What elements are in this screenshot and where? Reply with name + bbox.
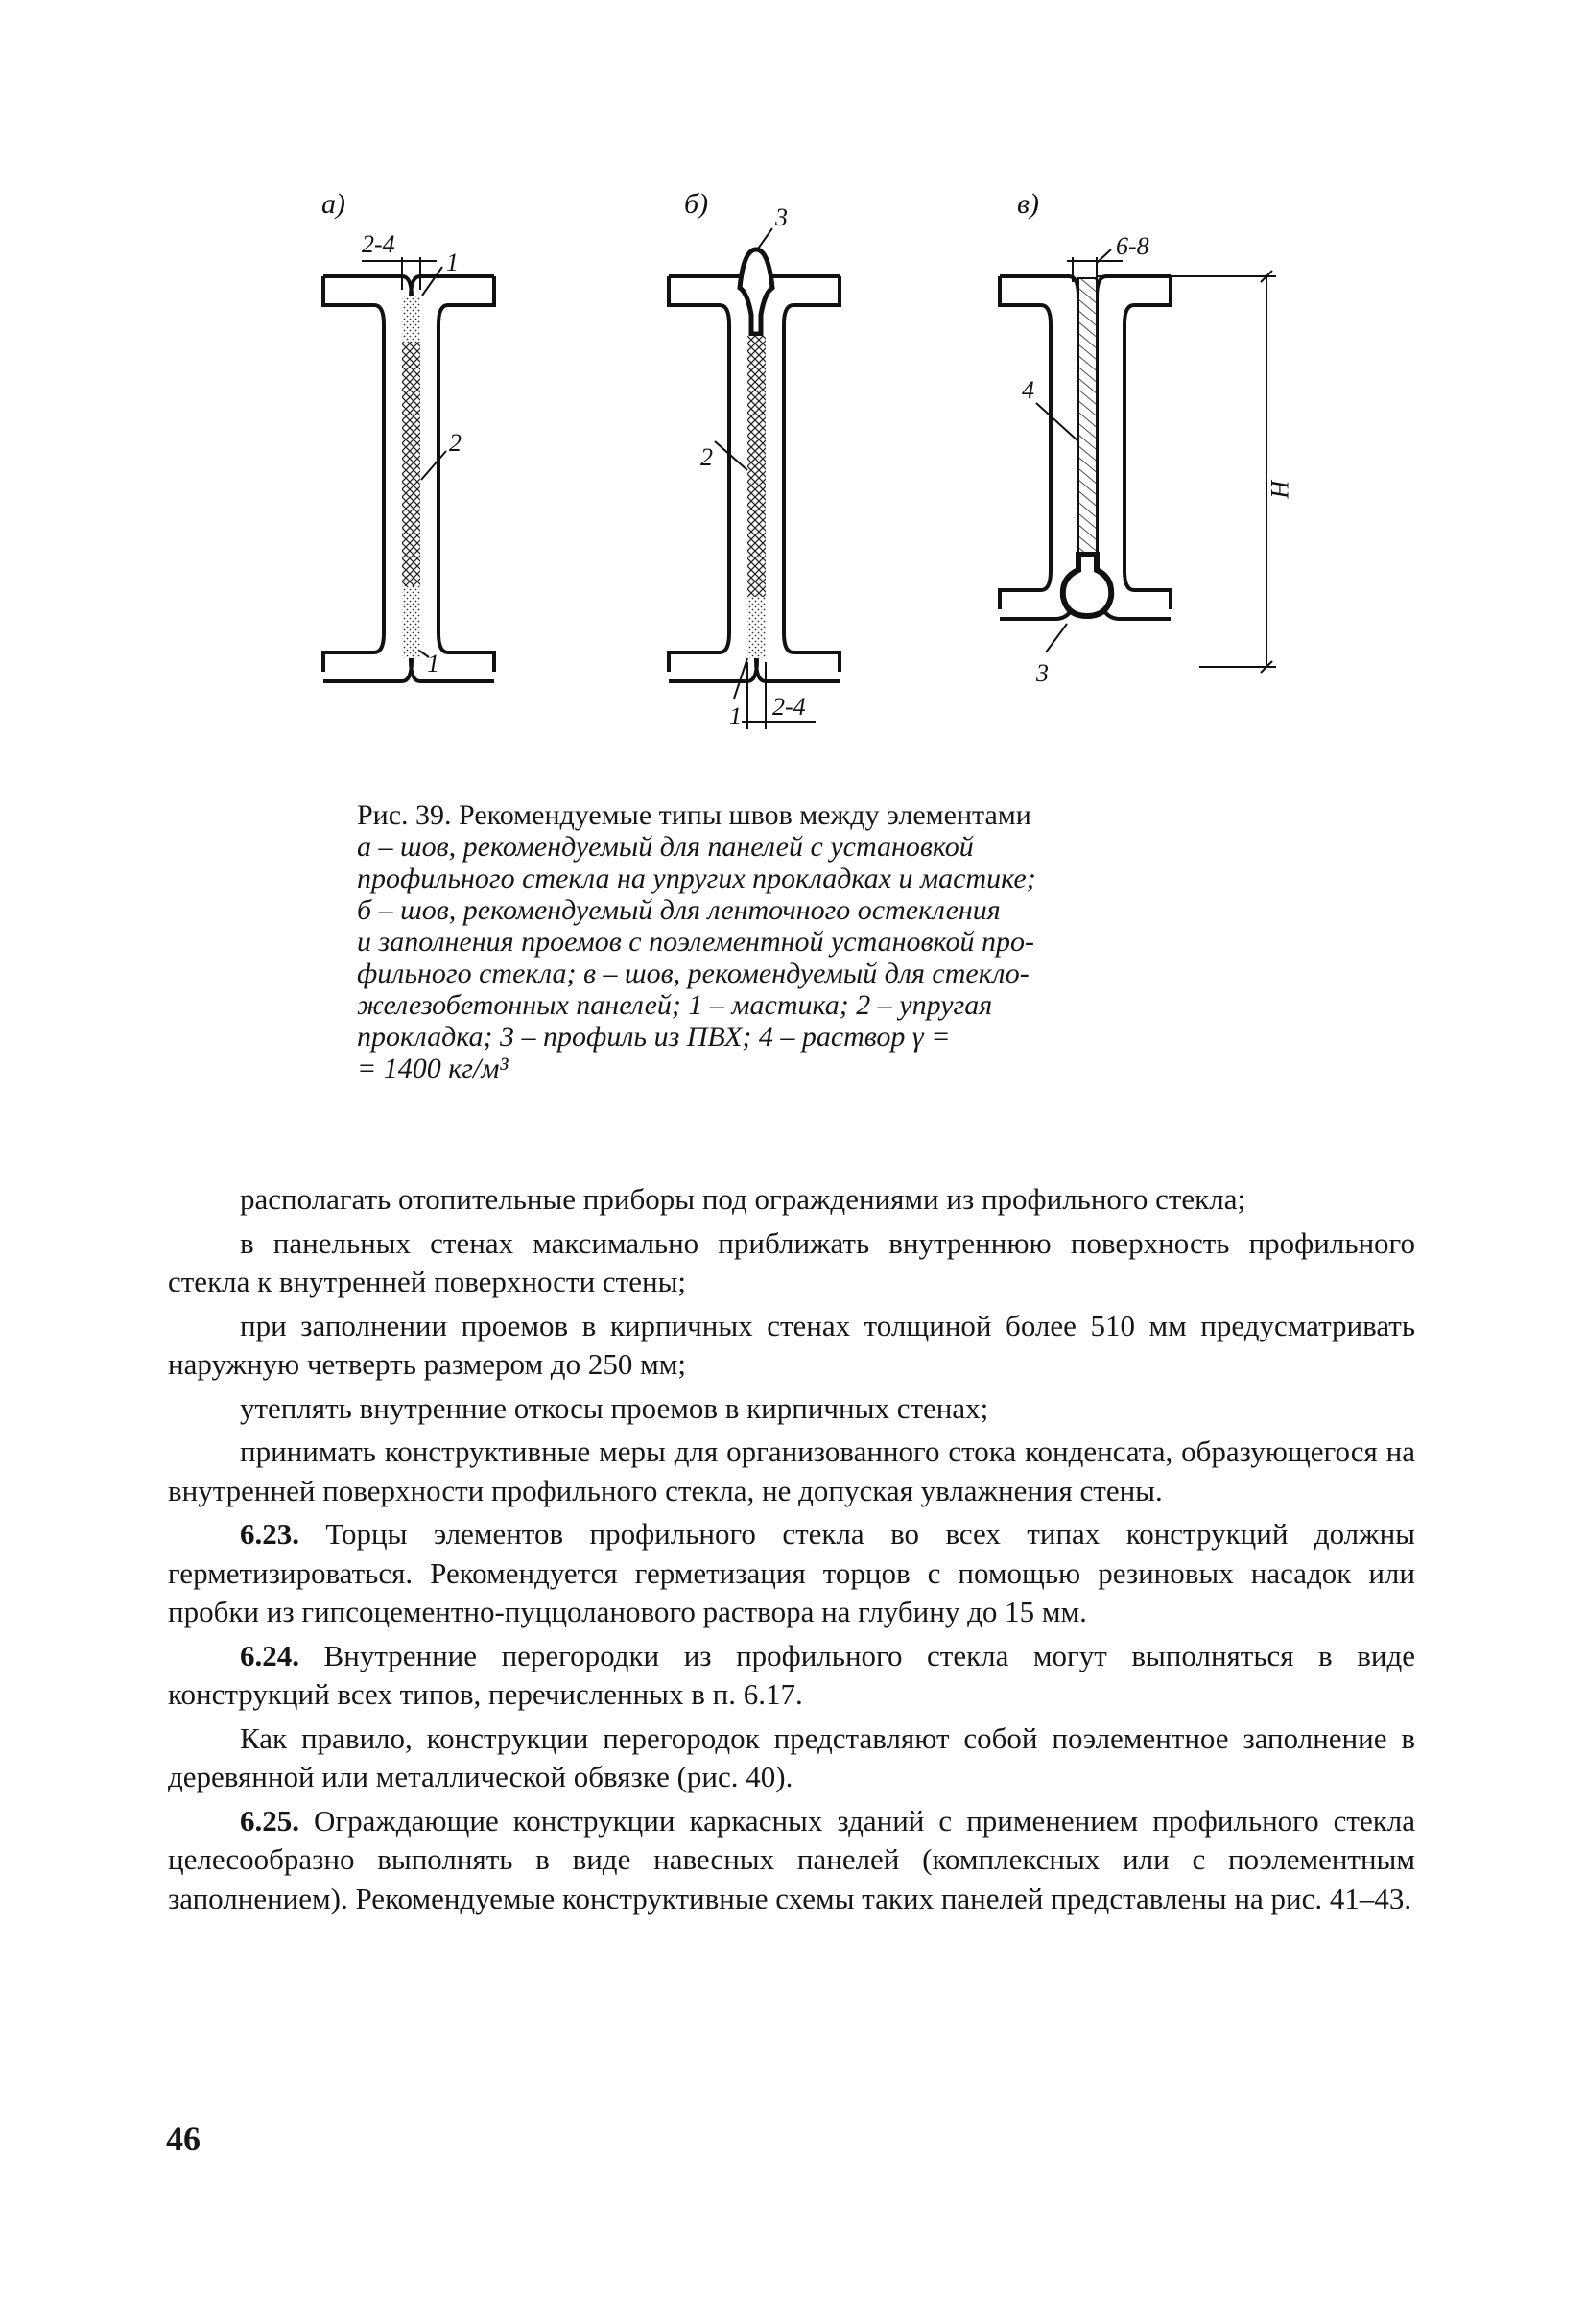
- elastic-gasket-b: [747, 336, 766, 597]
- pvc-profile-b: [740, 249, 772, 334]
- mastic-b: [747, 597, 766, 658]
- mastic-top-a: [402, 296, 420, 342]
- clause-number: 6.24.: [240, 1638, 299, 1672]
- callout-b-3: 3: [775, 203, 788, 231]
- panel-label-a: а): [321, 188, 345, 220]
- paragraph: Как правило, конструкции перегородок представляют собой поэлементное заполнение в деревянной или металлической обвязке (рис. 40).: [168, 1720, 1415, 1793]
- page-number: 46: [166, 2120, 201, 2158]
- paragraph: располагать отопительные приборы под ограждениями из профильного стекла;: [240, 1182, 1246, 1216]
- panel-label-b: б): [684, 188, 709, 220]
- body-text: [168, 1180, 1415, 1923]
- paragraph: в панельных стенах максимально приближать внутреннюю поверхность профильного стекла к внутренней поверхности стены;: [168, 1225, 1415, 1298]
- callout-b-2: 2: [700, 443, 713, 471]
- callout-c-4: 4: [1022, 376, 1034, 404]
- paragraph: при заполнении проемов в кирпичных стенах толщиной более 510 мм предусматривать наружную четверть размером до 250 мм;: [168, 1308, 1415, 1381]
- dim-a-top: 2-4: [362, 230, 395, 258]
- caption-line: а – шов, рекомендуемый для панелей с установкой: [357, 831, 974, 863]
- callout-a-1-top: 1: [446, 249, 459, 276]
- figure-39-joint-types: [302, 182, 1319, 768]
- figure-caption: [357, 799, 1225, 1084]
- panel-a: [323, 257, 494, 681]
- panel-label-c: в): [1017, 188, 1040, 220]
- elastic-gasket-a: [402, 342, 420, 586]
- clause-number: 6.25.: [240, 1803, 299, 1838]
- caption-title: Рис. 39. Рекомендуемые типы швов между элементами: [357, 799, 1031, 831]
- caption-line: = 1400 кг/м³: [357, 1053, 509, 1084]
- paragraph-6-24: 6.24. Внутренние перегородки из профильного стекла могут выполняться в виде конструкций всех типов, перечисленных в п. 6.17.: [168, 1638, 1415, 1711]
- caption-line: и заполнения проемов с поэлементной установкой про-: [357, 926, 1034, 958]
- caption-line: фильного стекла; в – шов, рекомендуемый для стекло-: [357, 958, 1030, 989]
- callout-c-3: 3: [1036, 659, 1049, 687]
- caption-line: железобетонных панелей; 1 – мастика; 2 – упругая: [357, 989, 993, 1021]
- paragraph-6-25: 6.25. Ограждающие конструкции каркасных зданий с применением профильного стекла целесообразно выполнять в виде навесных панелей (комплексных или с поэлементным заполнением). Рекомендуемые конструктивные схемы таких панелей представлены на рис. 41–43.: [168, 1803, 1416, 1915]
- paragraph: принимать конструктивные меры для организованного стока конденсата, образующегося на внутренней поверхности профильного стекла, не допуская увлажнения стены.: [168, 1435, 1415, 1507]
- callout-a-2: 2: [449, 429, 462, 457]
- callout-a-1-bottom: 1: [427, 650, 439, 677]
- panel-b: [435, 182, 840, 729]
- paragraph-6-23: 6.23. Торцы элементов профильного стекла во всех типах конструкций должны герметизироваться. Рекомендуется герметизация торцов с помощью резиновых насадок или пробки из гипсоцементно-пуццоланового раствора на глубину до 15 мм.: [168, 1517, 1415, 1628]
- dim-c-top: 6-8: [1116, 232, 1149, 260]
- mastic-bottom-a: [402, 586, 420, 658]
- mortar-c: [1078, 278, 1097, 555]
- caption-line: профильного стекла на упругих прокладках и мастике;: [357, 863, 1036, 894]
- panel-c: [1000, 249, 1276, 673]
- pvc-profile-c: [1063, 555, 1111, 616]
- caption-line: б – шов, рекомендуемый для ленточного остекления: [357, 894, 1001, 926]
- caption-line: прокладка; 3 – профиль из ПВХ; 4 – раствор γ =: [357, 1021, 951, 1053]
- clause-number: 6.23.: [240, 1517, 299, 1551]
- dim-c-height: H: [1266, 480, 1293, 498]
- callout-b-1: 1: [729, 702, 742, 730]
- dim-b-bottom: 2-4: [772, 693, 806, 721]
- paragraph: утеплять внутренние откосы проемов в кирпичных стенах;: [240, 1390, 989, 1425]
